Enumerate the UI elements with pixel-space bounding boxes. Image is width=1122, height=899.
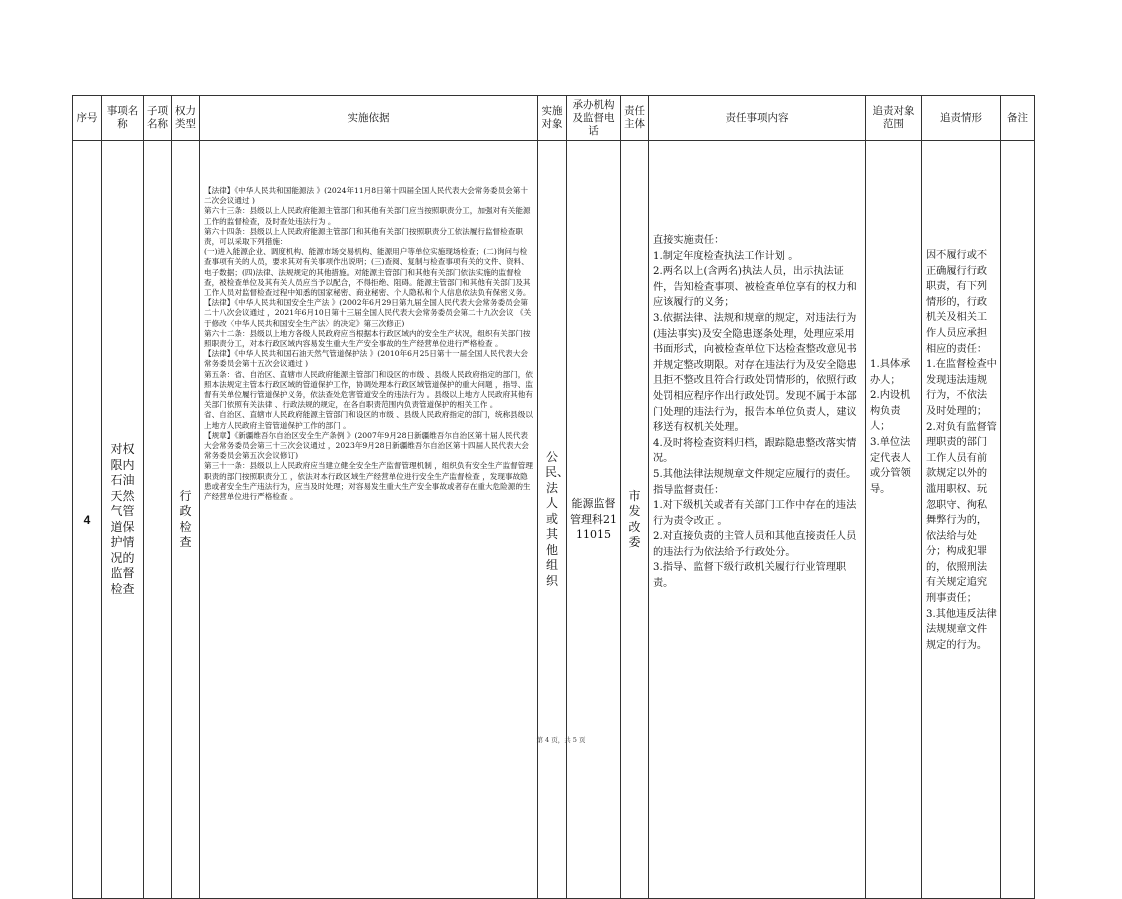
responsibility-line: 2.对直接负责的主管人员和其他直接责任人员的违法行为依法给予行政处分。 xyxy=(653,531,857,558)
scope-line: 1.具体承办人； xyxy=(870,359,911,386)
basis-paragraph: 省、自治区、直辖市人民政府能源主管部门和设区的市级 、县级人民政府指定的部门，统称县级以上地方人民政府主管管道保护工作的部门 。 xyxy=(204,410,533,430)
header-no: 序号 xyxy=(73,96,102,141)
basis-paragraph: 【法律】《中华人民共和国安全生产法 》(2002年6月29日第九届全国人民代表大会常务委员会第二十八次会议通过 ，2021年6月10日第十三届全国人民代表大会常务委员会第二十九次会议 《关于修改〈中华人民共和国安全生产法〉的决定》第三次修正) xyxy=(204,298,532,328)
responsibility-line: 直接实施责任： xyxy=(653,235,725,246)
accountability-line: 2.对负有监督管理职责的部门工作人员有前款规定以外的滥用职权、玩忽职守、徇私舞弊行为的，依法给与处分；构成犯罪的，依照刑法有关规定追究刑事责任； xyxy=(926,421,997,605)
page-number: 第 4 页，共 5 页 xyxy=(536,736,586,744)
accountability-line: 1.在监督检查中发现违法违规行为，不依法及时处理的； xyxy=(926,359,997,417)
accountability-line: 因不履行或不正确履行行政职责，有下列情形的，行政机关及相关工作人员应承担相应的责任： xyxy=(926,250,988,355)
row-power-type: 行政检查 xyxy=(172,141,200,899)
header-sub-item: 子项名称 xyxy=(144,96,172,141)
row-remarks xyxy=(1001,141,1035,899)
basis-paragraph: 第六十四条：县级以上人民政府能源主管部门和其他有关部门按照职责分工依法履行监督检查职责，可以采取下列措施： xyxy=(204,226,523,247)
row-scope xyxy=(866,141,922,899)
row-agency: 能源监督管理科2111015 xyxy=(567,141,621,899)
row-item-name: 对权限内石油天然气管道保护情况的监督检查 xyxy=(102,141,144,899)
scope-line: 2.内设机构负责人； xyxy=(870,390,911,433)
responsibility-line: 1.对下级机关或者有关部门工作中存在的违法行为责令改正 。 xyxy=(653,500,857,527)
basis-paragraph: 【法律】《中华人民共和国能源法 》(2024年11月8日第十四届全国人民代表大会常务委员会第十二次会议通过 ) xyxy=(204,186,528,206)
responsibility-line: 2.两名以上(含两名)执法人员，出示执法证件，告知检查事项、被检查单位享有的权力和应该履行的义务； xyxy=(653,266,857,309)
basis-paragraph: (一)进入能源企业、调度机构、能源市场交易机构、能源用户等单位实施现场检查；(二)询问与检查事项有关的人员，要求其对有关事项作出说明；(三)查阅、复制与检查事项有关的文件、资料、电子数据；(四)法律、法规规定的其他措施。对能源主管部门和其他有关部门依法实施的监督检查，被检查单位及其有关人员应当予以配合，不得拒绝、阻碍。能源主管部门和其他有关部门及其工作人员对监督检查过程中知悉的国家秘密、商业秘密、个人隐私和个人信息依法负有保密义务。 xyxy=(204,247,531,298)
header-agency: 承办机构及监督电话 xyxy=(567,96,621,141)
header-row xyxy=(73,96,1035,141)
responsibility-line: 3.依据法律、法规和规章的规定，对违法行为(违法事实)及安全隐患逐条处理，处理应采用书面形式，向被检查单位下达检查整改意见书并规定整改期限。对存在违法行为及安全隐患且拒不整改且符合行政处罚情形的，依照行政处罚相应程序作出行政处罚。发现不属于本部门处理的违法行为，报告本单位负责人，建议移送有权机关处理。 xyxy=(653,312,857,434)
table-row xyxy=(73,141,1035,899)
responsibility-line: 指导监督责任： xyxy=(653,484,725,496)
row-no: 4 xyxy=(73,141,102,899)
scope-line: 3.单位法定代表人或分管领导。 xyxy=(870,436,911,495)
responsibility-line: 3.指导、监督下级行政机关履行行业管理职责。 xyxy=(653,562,847,590)
basis-paragraph: 【法律】《中华人民共和国石油天然气管道保护法 》(2010年6月25日第十一届全国人民代表大会常务委员会第十五次会议通过 ) xyxy=(204,349,528,369)
header-subject: 责任主体 xyxy=(621,96,649,141)
row-basis xyxy=(200,141,538,899)
basis-paragraph: 【规章】《新疆维吾尔自治区安全生产条例 》(2007年9月28日新疆维吾尔自治区第十届人民代表大会常务委员会第三十三次会议通过 ，2023年9月28日新疆维吾尔自治区第十四届人民代表大会常务委员会第五次会议修订) xyxy=(204,430,529,461)
accountability-line: 3.其他违反法律法规规章文件规定的行为。 xyxy=(926,608,997,651)
header-remarks: 备注 xyxy=(1001,96,1035,141)
header-target: 实施对象 xyxy=(538,96,567,141)
basis-paragraph: 第五条：省、自治区、直辖市人民政府能源主管部门和设区的市级 、县级人民政府指定的部门，依照本法规定主管本行政区域的管道保护工作，协调处理本行政区域管道保护的重大问题 ，指导、监督有关单位履行管道保护义务，依法查处危害管道安全的违法行为 。县级以上地方人民政府其他有关部门依照有关法律 、行政法规的规定，在各自职责范围内负责管道保护的相关工作 。 xyxy=(204,369,533,410)
row-responsibility xyxy=(649,141,866,899)
responsibility-line: 5.其他法律法规规章文件规定应履行的责任。 xyxy=(653,468,857,480)
row-sub-item xyxy=(144,141,172,899)
basis-paragraph: 第六十三条：县级以上人民政府能源主管部门和其他有关部门应当按照职责分工，加强对有关能源工作的监督检查，及时查处违法行为 。 xyxy=(204,206,531,226)
header-item-name: 事项名称 xyxy=(102,96,144,141)
responsibility-line: 4.及时将检查资料归档，跟踪隐患整改落实情况。 xyxy=(653,437,857,465)
header-accountability: 追责情形 xyxy=(922,96,1001,141)
row-target: 公民、法人或其他组织 xyxy=(538,141,567,899)
responsibility-table xyxy=(72,95,1035,899)
basis-paragraph: 第六十二条：县级以上地方各级人民政府应当根据本行政区域内的安全生产状况，组织有关部门按照职责分工，对本行政区域内容易发生重大生产安全事故的生产经营单位进行严格检查 。 xyxy=(204,328,531,349)
header-scope: 追责对象范围 xyxy=(866,96,922,141)
header-basis: 实施依据 xyxy=(200,96,538,141)
row-accountability xyxy=(922,141,1001,899)
row-subject: 市发改委 xyxy=(621,141,649,899)
header-power-type: 权力类型 xyxy=(172,96,200,141)
header-responsibility: 责任事项内容 xyxy=(649,96,866,141)
responsibility-line: 1.制定年度检查执法工作计划 。 xyxy=(653,250,799,262)
basis-paragraph: 第三十一条：县级以上人民政府应当建立健全安全生产监督管理机制 ，组织负有安全生产监督管理职责的部门按照职责分工 ，依法对本行政区域生产经营单位进行安全生产监督检查 ，发现事故隐患或者安全生产违法行为，应当及时处理；对容易发生重大生产安全事故或者存在重大危险源的生产经营单位进行严格检查 。 xyxy=(204,461,533,502)
